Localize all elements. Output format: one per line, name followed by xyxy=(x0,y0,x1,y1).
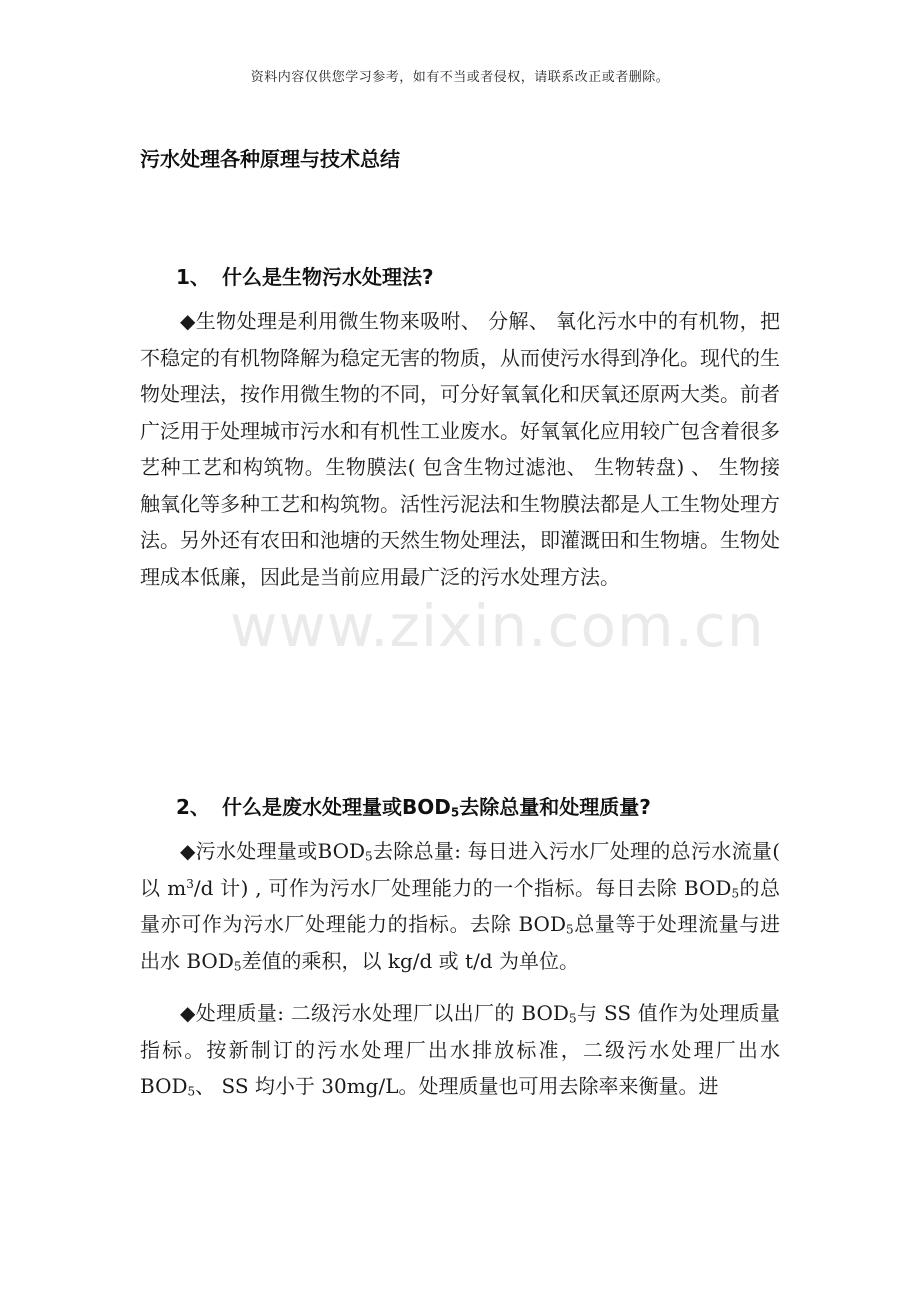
header-disclaimer: 资料内容仅供您学习参考，如有不当或者侵权，请联系改正或者删除。 xyxy=(250,70,670,85)
section-2-paragraph-1: ◆污水处理量或$BOD_5$去除总量: 每日进入污水厂处理的总污水流量( 以 $m^3/d$ 计) , 可作为污水厂处理能力的一个指标。每日去除 $BOD_5$的总量亦可作为污水厂处理能力的指标。去除 $BOD_5$总量等于处理流量与进出水 $BOD_5$差值的乘积，以 kg/d 或 t/d 为单位。 xyxy=(140,839,781,973)
section-1-number: 1、 xyxy=(176,265,210,289)
section-1-body xyxy=(140,303,780,595)
section-1-heading xyxy=(176,261,434,290)
watermark: www.zixin.com.cn xyxy=(230,592,765,660)
section-2-title: 什么是废水处理量或$BOD_5$去除总量和处理质量? xyxy=(222,795,651,820)
section-2-body xyxy=(140,833,780,1105)
section-2-heading xyxy=(176,791,651,820)
document-title: 污水处理各种原理与技术总结 xyxy=(140,147,400,171)
section-2-paragraph-2: ◆处理质量: 二级污水处理厂以出厂的 $BOD_5$与 SS 值作为处理质量指标。按新制订的污水处理厂出水排放标准，二级污水处理厂出水 $BOD_5$、 SS 均小于 30mg/L。处理质量也可用去除率来衡量。进 xyxy=(140,1001,781,1099)
section-1-title: 什么是生物污水处理法? xyxy=(222,265,434,289)
section-1-paragraph: ◆生物处理是利用微生物来吸咐、 分解、 氧化污水中的有机物，把不稳定的有机物降解为稳定无害的物质，从而使污水得到净化。现代的生物处理法，按作用微生物的不同，可分好氧氧化和厌氧还原两大类。前者广泛用于处理城市污水和有机性工业废水。好氧氧化应用较广包含着很多艺种工艺和构筑物。生物膜法( 包含生物过滤池、 生物转盘) 、 生物接触氧化等多种工艺和构筑物。活性污泥法和生物膜法都是人工生物处理方法。另外还有农田和池塘的天然生物处理法，即灌溉田和生物塘。生物处理成本低廉，因此是当前应用最广泛的污水处理方法。 xyxy=(140,309,780,589)
section-2-number: 2、 xyxy=(176,795,210,819)
